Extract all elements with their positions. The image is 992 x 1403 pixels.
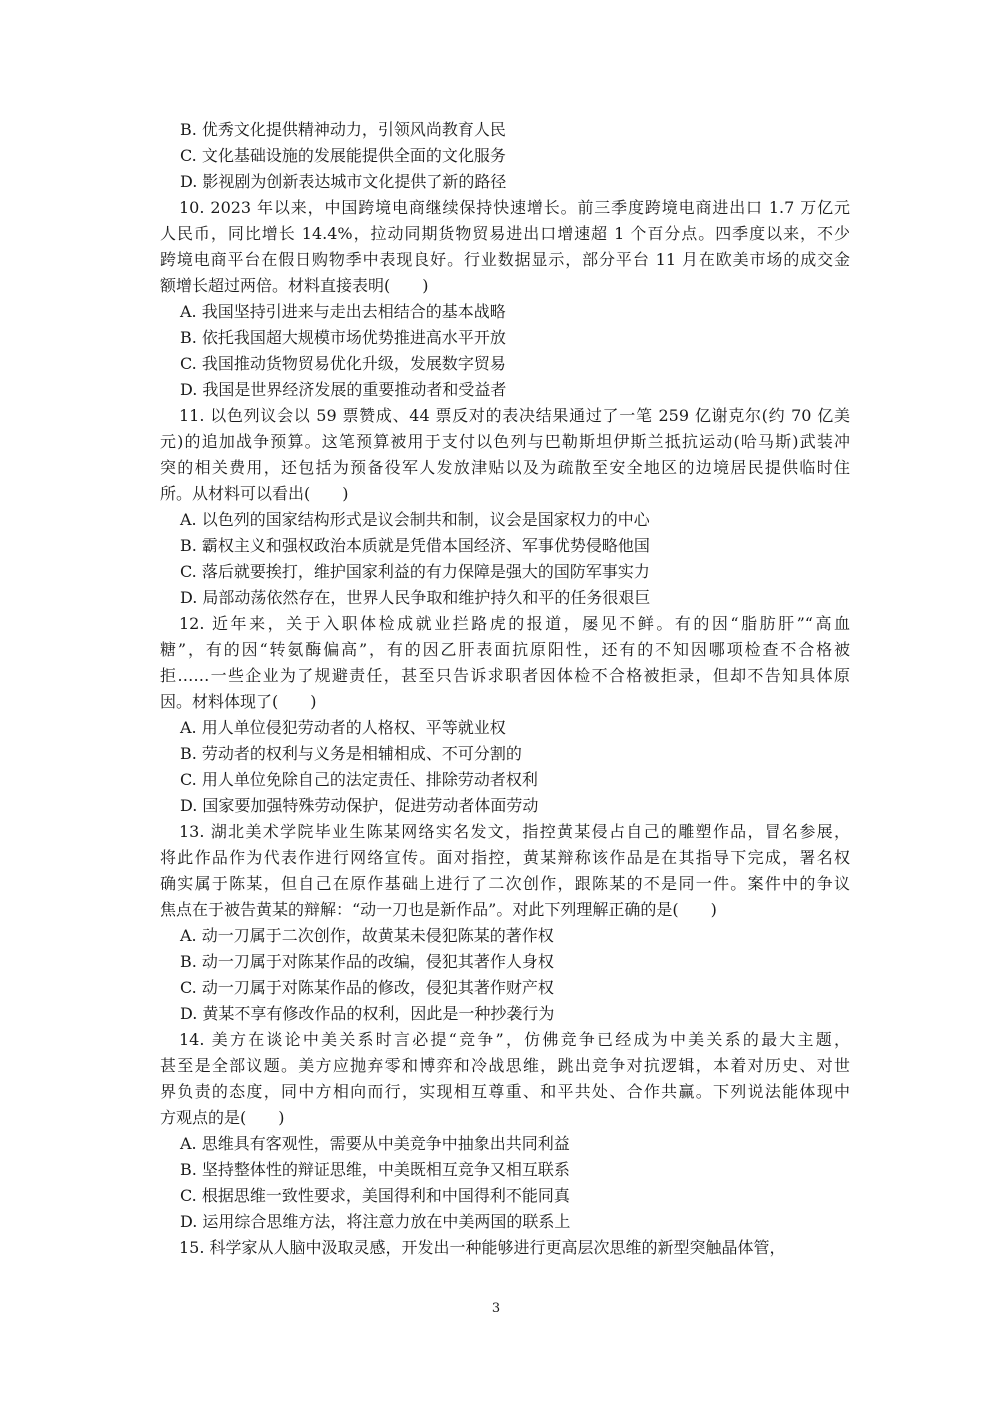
option-line: D. 局部动荡依然存在，世界人民争取和维护持久和平的任务很艰巨 <box>180 588 651 607</box>
question-stem-line: 将此作品作为代表作进行网络宣传。面对指控，黄某辩称该作品是在其指导下完成，署名权 <box>160 848 850 867</box>
question-stem-line: 所。从材料可以看出( ) <box>160 484 349 503</box>
question-stem-line: 人民币，同比增长 14.4%，拉动同期货物贸易进出口增速超 1 个百分点。四季度以来，不少 <box>160 224 850 243</box>
option-line: C. 根据思维一致性要求，美国得利和中国得利不能同真 <box>180 1186 570 1205</box>
option-line: D. 国家要加强特殊劳动保护，促进劳动者体面劳动 <box>180 796 539 815</box>
option-line: B. 坚持整体性的辩证思维，中美既相互竞争又相互联系 <box>180 1160 570 1179</box>
question-stem-line: 10. 2023 年以来，中国跨境电商继续保持快速增长。前三季度跨境电商进出口 1.7 万亿元 <box>179 198 850 217</box>
option-line: B. 依托我国超大规模市场优势推进高水平开放 <box>180 328 506 347</box>
option-line: D. 运用综合思维方法，将注意力放在中美两国的联系上 <box>180 1212 571 1231</box>
option-line: A. 用人单位侵犯劳动者的人格权、平等就业权 <box>180 718 506 737</box>
question-stem-line: 拒……一些企业为了规避责任，甚至只告诉求职者因体检不合格被拒录，但却不告知具体原 <box>160 666 850 685</box>
option-line: B. 优秀文化提供精神动力，引领风尚教育人民 <box>180 120 506 139</box>
question-stem-line: 界负责的态度，同中方相向而行，实现相互尊重、和平共处、合作共赢。下列说法能体现中 <box>160 1082 850 1101</box>
question-stem-line: 11. 以色列议会以 59 票赞成、44 票反对的表决结果通过了一笔 259 亿谢克尔(约 70 亿美 <box>179 406 850 425</box>
question-stem-line: 元)的追加战争预算。这笔预算被用于支付以色列与巴勒斯坦伊斯兰抵抗运动(哈马斯)武装冲 <box>160 432 850 451</box>
question-stem-line: 糖”，有的因“转氨酶偏高”，有的因乙肝表面抗原阳性，还有的不知因哪项检查不合格被 <box>160 640 850 659</box>
option-line: B. 动一刀属于对陈某作品的改编，侵犯其著作人身权 <box>180 952 554 971</box>
option-line: B. 劳动者的权利与义务是相辅相成、不可分割的 <box>180 744 522 763</box>
option-line: C. 我国推动货物贸易优化升级，发展数字贸易 <box>180 354 506 373</box>
question-stem-line: 确实属于陈某，但自己在原作基础上进行了二次创作，跟陈某的不是同一件。案件中的争议 <box>160 874 850 893</box>
question-stem-line: 额增长超过两倍。材料直接表明( ) <box>160 276 429 295</box>
option-line: A. 以色列的国家结构形式是议会制共和制，议会是国家权力的中心 <box>180 510 650 529</box>
option-line: A. 思维具有客观性，需要从中美竞争中抽象出共同利益 <box>180 1134 570 1153</box>
option-line: C. 动一刀属于对陈某作品的修改，侵犯其著作财产权 <box>180 978 554 997</box>
question-stem-line: 13. 湖北美术学院毕业生陈某网络实名发文，指控黄某侵占自己的雕塑作品，冒名参展， <box>179 822 850 841</box>
option-line: D. 影视剧为创新表达城市文化提供了新的路径 <box>180 172 507 191</box>
question-stem-line: 15. 科学家从人脑中汲取灵感，开发出一种能够进行更高层次思维的新型突触晶体管， <box>179 1238 786 1257</box>
option-line: C. 落后就要挨打，维护国家利益的有力保障是强大的国防军事实力 <box>180 562 650 581</box>
option-line: B. 霸权主义和强权政治本质就是凭借本国经济、军事优势侵略他国 <box>180 536 650 555</box>
question-stem-line: 跨境电商平台在假日购物季中表现良好。行业数据显示，部分平台 11 月在欧美市场的成交金 <box>160 250 850 269</box>
question-stem-line: 甚至是全部议题。美方应抛弃零和博弈和冷战思维，跳出竞争对抗逻辑，本着对历史、对世 <box>160 1056 850 1075</box>
question-stem-line: 突的相关费用，还包括为预备役军人发放津贴以及为疏散至安全地区的边境居民提供临时住 <box>160 458 850 477</box>
page-number: 3 <box>491 1301 501 1316</box>
question-stem-line: 14. 美方在谈论中美关系时言必提“竞争”，仿佛竞争已经成为中美关系的最大主题， <box>179 1030 850 1049</box>
option-line: A. 我国坚持引进来与走出去相结合的基本战略 <box>180 302 506 321</box>
option-line: D. 黄某不享有修改作品的权利，因此是一种抄袭行为 <box>180 1004 555 1023</box>
question-stem-line: 方观点的是( ) <box>160 1108 285 1127</box>
option-line: C. 用人单位免除自己的法定责任、排除劳动者权利 <box>180 770 538 789</box>
option-line: A. 动一刀属于二次创作，故黄某未侵犯陈某的著作权 <box>180 926 554 945</box>
option-line: C. 文化基础设施的发展能提供全面的文化服务 <box>180 146 506 165</box>
page-content <box>160 117 850 1261</box>
question-stem-line: 焦点在于被告黄某的辩解：“动一刀也是新作品”。对此下列理解正确的是( ) <box>160 900 717 919</box>
question-stem-line: 12. 近年来，关于入职体检成就业拦路虎的报道，屡见不鲜。有的因“脂肪肝”“高血 <box>179 614 850 633</box>
question-stem-line: 因。材料体现了( ) <box>160 692 317 711</box>
option-line: D. 我国是世界经济发展的重要推动者和受益者 <box>180 380 507 399</box>
